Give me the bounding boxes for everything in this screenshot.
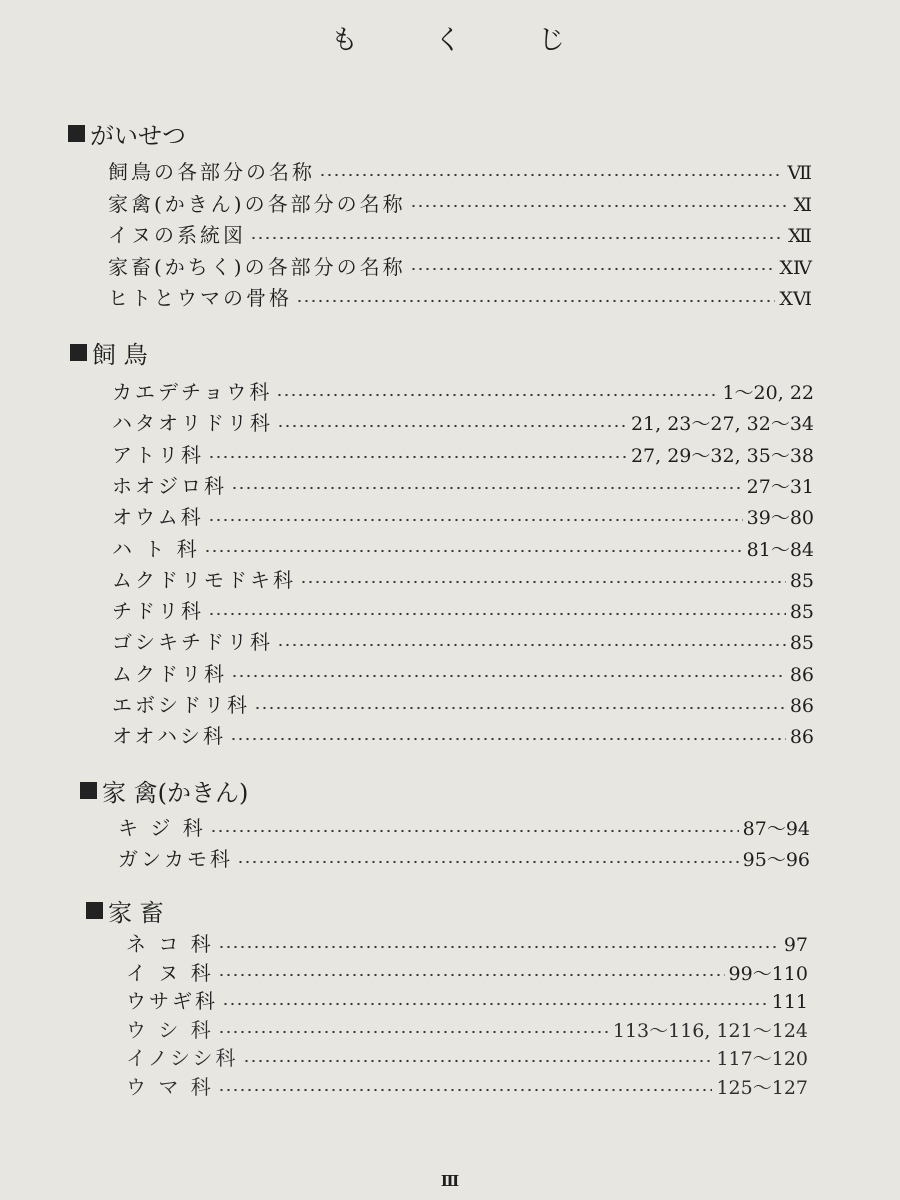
toc-entry[interactable] [126,985,808,1014]
toc-entry[interactable] [126,1014,808,1043]
toc-entry[interactable] [108,156,812,185]
section-heading-text: がいせつ [90,122,186,150]
toc-entry-page: 117～120 [716,1048,808,1071]
dot-leader [410,204,790,208]
dot-leader [410,267,776,271]
page-title: も く じ [330,25,600,56]
toc-entry-label: 家禽(かきん)の各部分の名称 [108,191,406,216]
toc-entry-page: 113～116, 121～124 [612,1019,808,1042]
toc-entry-page: 85 [789,632,814,655]
dot-leader [204,549,743,553]
dot-leader [218,1088,713,1092]
toc-entry-page: 21, 23～27, 32～34 [630,413,814,436]
toc-entry-page: 125～127 [716,1077,808,1099]
dot-leader [250,236,784,240]
toc-entry-page: ⅩⅥ [779,288,812,310]
section-heading-text: 飼 鳥 [92,341,148,369]
toc-entry[interactable] [112,658,814,687]
toc-entry-page: 27～31 [746,475,814,498]
toc-entry-label: ハタオリドリ科 [112,411,273,436]
square-bullet-icon [70,344,87,361]
toc-entry-page: 99～110 [728,962,808,985]
square-bullet-icon [68,125,85,142]
dot-leader [276,393,718,397]
toc-entry-page: ⅩⅣ [779,256,812,279]
toc-entry-page: Ⅺ [793,193,812,216]
section-heading [86,893,164,928]
toc-entry-label: 家畜(かちく)の各部分の名称 [108,254,406,279]
toc-entry[interactable] [126,1042,808,1071]
dot-leader [277,643,786,647]
toc-entry-label: ガンカモ科 [118,847,233,871]
dot-leader [208,612,786,616]
dot-leader [296,299,775,303]
section-heading [80,773,248,808]
dot-leader [208,518,743,522]
toc-entry[interactable] [112,439,814,468]
section-heading-text: 家 畜 [108,899,164,927]
toc-entry[interactable] [112,376,814,405]
toc-entry[interactable] [108,282,812,311]
toc-entry-label: ネ コ 科 [126,932,214,956]
toc-entry[interactable] [112,533,814,562]
toc-entry[interactable] [112,470,814,499]
dot-leader [218,945,780,949]
section-heading [70,335,148,370]
toc-entry-page: 87～94 [742,818,810,840]
toc-entry-page: 111 [771,991,808,1014]
toc-entry[interactable] [118,843,810,872]
dot-leader [218,973,725,977]
dot-leader [208,455,627,459]
toc-entry-label: ハ ト 科 [112,536,200,561]
dot-leader [231,486,743,490]
toc-entry[interactable] [112,501,814,530]
toc-entry[interactable] [112,407,814,436]
toc-entry-label: エボシドリ科 [112,693,250,717]
toc-entry-label: カエデチョウ科 [112,380,273,404]
toc-entry[interactable] [112,564,814,593]
toc-entry[interactable] [108,188,812,217]
dot-leader [230,737,786,741]
toc-entry-page: 86 [789,695,814,717]
toc-entry-label: ウ マ 科 [126,1075,214,1099]
toc-entry-page: Ⅶ [787,162,812,184]
toc-entry-label: 飼鳥の各部分の名称 [108,160,315,184]
toc-entry-page: 86 [789,726,814,749]
toc-entry-label: ムクドリ科 [112,661,227,686]
toc-entry-label: ヒトとウマの骨格 [108,286,292,310]
toc-entry-page: 1～20, 22 [722,382,814,404]
toc-entry[interactable] [126,957,808,986]
dot-leader [300,580,786,584]
toc-entry-page: Ⅻ [788,225,812,247]
square-bullet-icon [86,902,103,919]
toc-entry-label: ウ シ 科 [126,1017,214,1042]
toc-entry[interactable] [118,812,810,841]
dot-leader [222,1002,768,1006]
toc-entry-page: 97 [783,934,808,956]
square-bullet-icon [80,782,97,799]
toc-entry[interactable] [108,219,812,248]
dot-leader [243,1059,713,1063]
toc-entry-page: 81～84 [746,538,814,561]
toc-entry-label: ムクドリモドキ科 [112,567,296,592]
toc-entry-page: 27, 29～32, 35～38 [630,444,814,467]
toc-entry-label: アトリ科 [112,442,204,467]
toc-entry-page: 85 [789,569,814,592]
dot-leader [237,860,739,864]
toc-entry-label: キ ジ 科 [118,816,206,840]
dot-leader [231,674,786,678]
toc-entry-page: 86 [789,663,814,686]
page-number: Ⅲ [440,1172,460,1190]
toc-entry-label: オウム科 [112,505,204,530]
toc-entry[interactable] [112,720,814,749]
toc-entry[interactable] [108,251,812,280]
toc-entry[interactable] [112,595,814,624]
section-heading-text: 家 禽(かきん) [102,779,249,807]
toc-entry-label: ウサギ科 [126,989,218,1014]
toc-entry-label: イヌの系統図 [108,223,246,247]
dot-leader [319,173,783,177]
toc-entry-label: イノシシ科 [126,1046,239,1071]
dot-leader [277,424,627,428]
toc-entry-label: ホオジロ科 [112,473,227,498]
dot-leader [218,1030,609,1034]
toc-entry-label: ゴシキチドリ科 [112,630,273,655]
toc-entry-page: 95～96 [742,849,810,871]
toc-entry-label: イ ヌ 科 [126,960,214,985]
toc-entry-page: 85 [789,601,814,624]
toc-entry[interactable] [126,928,808,957]
toc-entry-page: 39～80 [746,507,814,530]
dot-leader [210,829,739,833]
toc-entry[interactable] [126,1071,808,1100]
dot-leader [254,706,786,710]
toc-entry[interactable] [112,626,814,655]
toc-entry[interactable] [112,689,814,718]
section-heading [68,116,186,151]
toc-entry-label: チドリ科 [112,599,204,624]
toc-entry-label: オオハシ科 [112,724,226,749]
